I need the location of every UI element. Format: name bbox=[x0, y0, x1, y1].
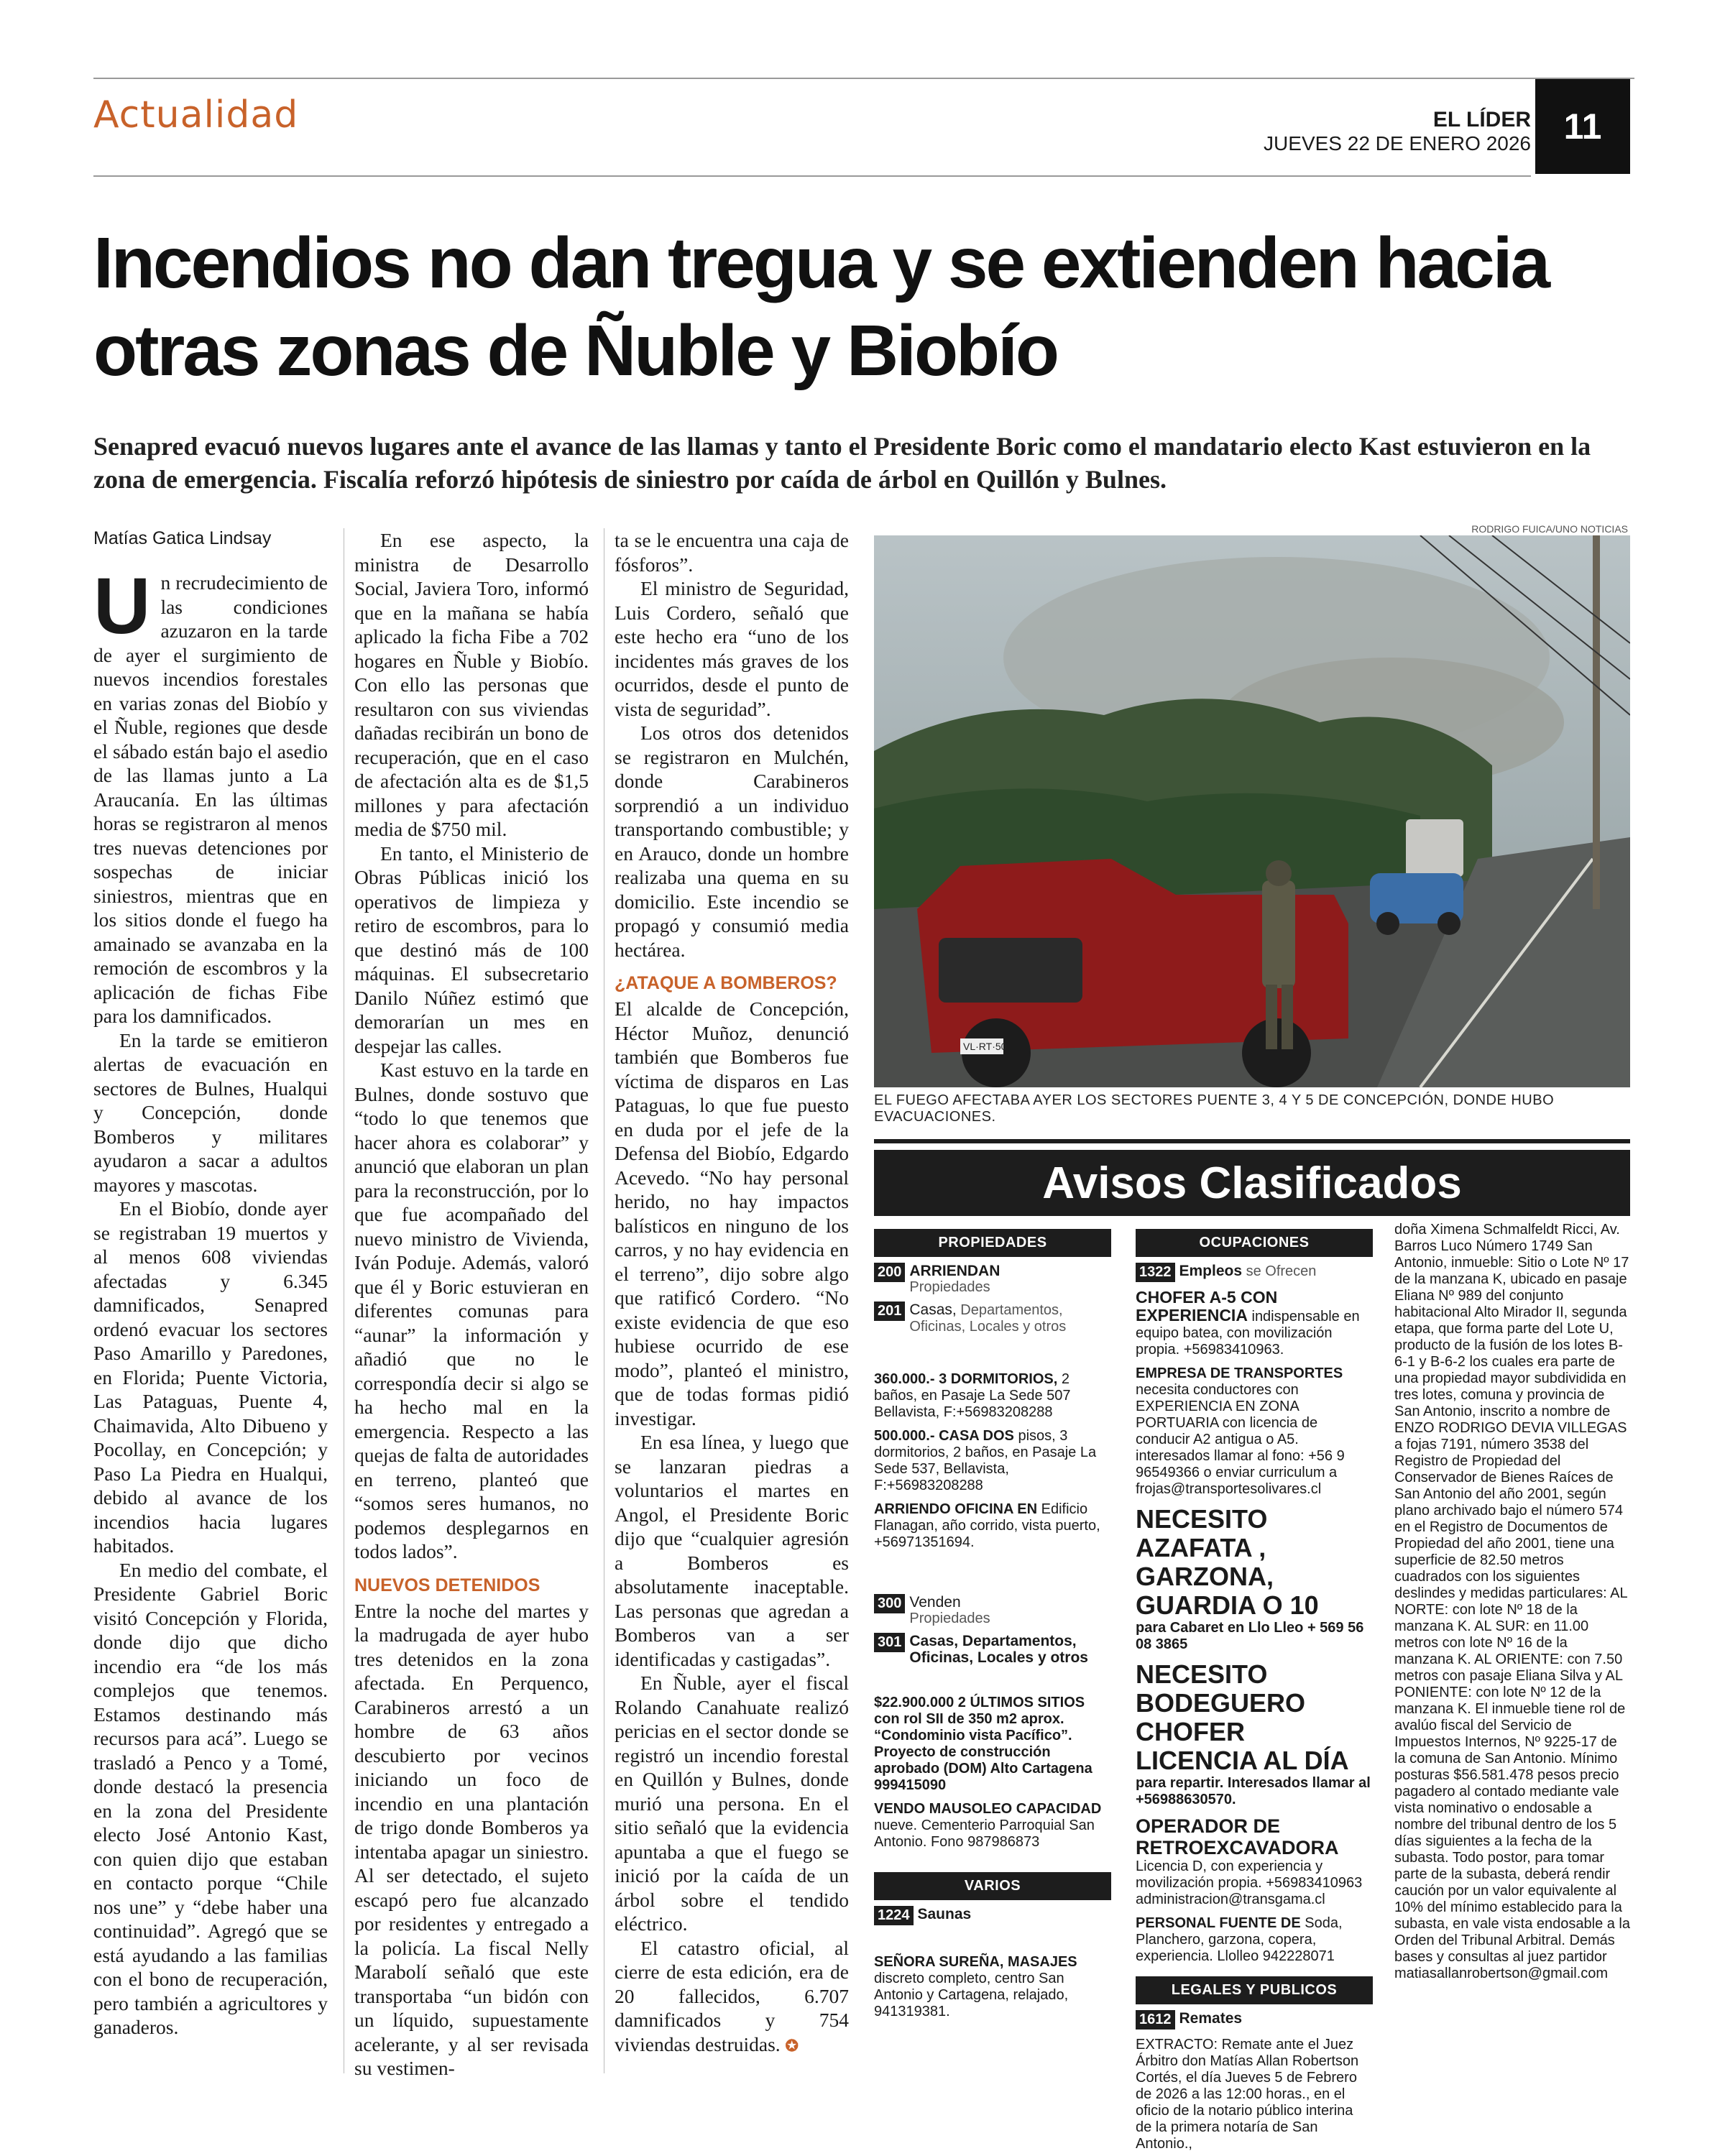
publication-name: EL LÍDER bbox=[1432, 108, 1531, 132]
paragraph: En Ñuble, ayer el fiscal Rolando Canahuate realizó pericias en el sector donde se registró un incendio forestal en Quillón y Bulnes, donde murió una persona. En el sitio señaló que la evidencia apuntaba a que el fuego se inició por la caída de un árbol sobre el tendido eléctrico. bbox=[615, 1672, 849, 1935]
classified-ad: SEÑORA SUREÑA, MASAJES discreto completo, centro San Antonio y Cartagena, relajado, 941319381. bbox=[874, 1954, 1077, 2019]
classified-ad: 360.000.- 3 DORMITORIOS, 2 baños, en Pasaje La Sede 507 Bellavista, F:+56983208288 bbox=[874, 1371, 1071, 1420]
paragraph: En el Biobío, donde ayer se registraban 19 muertos y al menos 608 viviendas afectadas y 6.345 damnificados, Senapred ordenó evacuar los sectores Paso Amarillo y Paredones, en Florida; Puente Victoria, Las Pataguas, Puente 4, Chaimavida, Alto Dibueno y Pocollay, en Concepción; y Paso La Piedra en Hualqui, debido al avance de los incendios hacia lugares habitados. bbox=[93, 1197, 328, 1557]
article-column-2 bbox=[354, 528, 589, 2081]
category-header: VARIOS bbox=[874, 1872, 1111, 1900]
category-1322: 1322 Empleos se Ofrecen bbox=[1136, 1263, 1373, 1282]
classified-ad: NECESITO AZAFATA , GARZONA, GUARDIA O 10 para Cabaret en Llo Lleo + 569 56 08 3865 bbox=[1136, 1504, 1364, 1652]
classified-ad: ARRIENDO OFICINA EN Edificio Flanagan, año corrido, vista puerto, +56971351694. bbox=[874, 1501, 1100, 1550]
paragraph: Kast estuvo en la tarde en Bulnes, donde sostuvo que “todo lo que tenemos que hacer ahora es colaborar” y anunció que elaboran un plan para la reconstrucción, por lo que fue acompañado del nuevo ministro de Vivienda, Iván Poduje. Además, valoró que él y Boric estuvieran en diferentes comunas para “aunar” la información y añadió que no le correspondía decir si algo se ha hecho mal en la emergencia. Respecto a las quejas de falta de autoridades en terreno, planteó que “somos seres humanos, no podemos desplegarnos en todos lados”. bbox=[354, 1059, 589, 1562]
classifieds-column-3 bbox=[1394, 1222, 1630, 1982]
classified-ad: EMPRESA DE TRANSPORTES necesita conductores con EXPERIENCIA EN ZONA PORTUARIA con licencia de conducir A2 antigua o A5. interesados llamar al fono: +56 9 96549366 o enviar curriculum a frojas@transportesolivares.cl bbox=[1136, 1365, 1345, 1497]
paragraph: El alcalde de Concepción, Héctor Muñoz, denunció también que Bomberos fue víctima de disparos en Las Pataguas, lo que fue puesto en duda por el jefe de la Defensa del Biobío, Edgardo Acevedo. “No hay personal herido, no hay impactos balísticos en ninguno de los carros, y no hay evidencia en el terreno”, dijo sobre algo que ratificó Cordero. “No existe evidencia de que eso hubiese ocurrido de ese modo”, planteó el ministro, que de todas formas pidió investigar. bbox=[615, 998, 849, 1429]
paragraph: Entre la noche del martes y la madrugada de ayer hubo tres detenidos en la zona afectada. En Perquenco, Carabineros arrestó a un hombre de 63 años descubierto por vecinos iniciando un foco de incendio en una plantación de trigo donde Bomberos ya intentaba apagar un siniestro. Al ser detectado, el sujeto escapó pero fue alcanzado por residentes y entregado a la policía. La fiscal Nelly Marabolí señaló que este transportaba “un bidón con un líquido, supuestamente acelerante, y al ser revisada su vestimen- bbox=[354, 1599, 589, 2079]
license-plate-text: VL·RT·50 bbox=[963, 1041, 1007, 1052]
classifieds-top-bar bbox=[874, 1139, 1630, 1143]
paragraph: El ministro de Seguridad, Luis Cordero, señaló que este hecho era “uno de los incidentes más graves de los ocurridos, desde el punto de vista de seguridad”. bbox=[615, 577, 849, 720]
category-1224: 1224 Saunas bbox=[874, 1906, 1111, 1925]
article-column-3 bbox=[615, 528, 849, 2056]
top-rule bbox=[93, 78, 1634, 79]
category-header: LEGALES Y PUBLICOS bbox=[1136, 1976, 1373, 2004]
paragraph: Los otros dos detenidos se registraron en Mulchén, donde Carabineros sorprendió a un individuo transportando combustible; y en Arauco, donde un hombre realizaba una quema en su domicilio. Este incendio se propagó y consumió media hectárea. bbox=[615, 722, 849, 961]
header-rule bbox=[93, 175, 1531, 177]
photo-caption: EL FUEGO AFECTABA AYER LOS SECTORES PUENTE 3, 4 Y 5 DE CONCEPCIÓN, DONDE HUBO EVACUACIONES. bbox=[874, 1092, 1555, 1125]
news-photo bbox=[874, 535, 1630, 1087]
classified-ad: 500.000.- CASA DOS pisos, 3 dormitorios, 2 baños, en Pasaje La Sede 537, Bellavista, F:+56983208288 bbox=[874, 1428, 1097, 1493]
classified-ad: $22.900.000 2 ÚLTIMOS SITIOS con rol SII de 350 m2 aprox. “Condominio vista Pacífico”. Proyecto de construcción aprobado (DOM) Alto Cartagena 999415090 bbox=[874, 1695, 1092, 1793]
paragraph: En esa línea, y luego que se lanzaran piedras a voluntarios el martes en Angol, el Presidente Boric dijo que “cualquier agresión a Bomberos es absolutamente inaceptable. Las personas que agredan a Bomberos van a ser identificadas y castigadas”. bbox=[615, 1431, 849, 1670]
classifieds-column-2 bbox=[1136, 1229, 1373, 2152]
paragraph: ta se le encuentra una caja de fósforos”. bbox=[615, 529, 849, 576]
category-301: 301 Casas, Departamentos, Oficinas, Locales y otros bbox=[874, 1633, 1111, 1666]
category-header: OCUPACIONES bbox=[1136, 1229, 1373, 1257]
category-header: PROPIEDADES bbox=[874, 1229, 1111, 1257]
classified-ad: CHOFER A-5 CON EXPERIENCIA indispensable en equipo batea, con movilización propia. +56983410963. bbox=[1136, 1288, 1360, 1358]
category-1612: 1612 Remates bbox=[1136, 2010, 1373, 2030]
classified-ad: EXTRACTO: Remate ante el Juez Árbitro don Matías Allan Robertson Cortés, el día Jueves 5 de Febrero de 2026 a las 12:00 horas., en el oficio de la notario público interina de la primera notaría de San Antonio., bbox=[1136, 2037, 1359, 2152]
category-200: 200 ARRIENDAN Propiedades bbox=[874, 1263, 1111, 1296]
paragraph: En medio del combate, el Presidente Gabriel Boric visitó Concepción y Florida, donde dijo que dicho incendio era “de los más complejos que tenemos. Estamos destinando más recursos para acá”. Luego se trasladó a Penco y a Tomé, donde destacó la presencia en la zona del Presidente electo José Antonio Kast, con quien dijo que estaban en contacto porque “Chile nos une” y “debe haber una continuidad”. Agregó que se está ayudando a las familias con el bono de recuperación, pero también a agricultores y ganaderos. bbox=[93, 1558, 328, 2038]
paragraph: En la tarde se emitieron alertas de evacuación en sectores de Bulnes, Hualqui y Concepción, donde Bomberos y militares ayudaron a sacar a adultos mayores y mascotas. bbox=[93, 1028, 328, 1196]
paragraph: En tanto, el Ministerio de Obras Públicas inició los operativos de limpieza y retiro de escombros, para lo que destinó más de 100 máquinas. El subsecretario Danilo Núñez estimó que demorarían un mes en despejar las calles. bbox=[354, 842, 589, 1057]
classified-ad-continued: doña Ximena Schmalfeldt Ricci, Av. Barros Luco Número 1749 San Antonio, inmueble: Sitio o Lote Nº 17 de la manzana K, ubicado en pasaje Eliana Nº 989 del conjunto habitacional Alto Mirador II, segunda etapa, que forma parte del Lote U, producto de la fusión de los lotes B-6-1 y B-6-2 los cuales era parte de una propiedad mayor subdividida en tres lotes, comuna y provincia de San Antonio, inscrito a nombre de ENZO RODRIGO DEVIA VILLEGAS a fojas 7191, número 3538 del Registro de Propiedad del Conservador de Bienes Raíces de San Antonio del año 2001, según plano archivado bajo el número 574 en el Registro de Documentos de Propiedad del año 2001, tiene una superficie de 82.50 metros cuadrados con los siguientes deslindes y medidas particulares: AL NORTE: con lote Nº 18 de la manzana K. AL SUR: en 11.00 metros con lote Nº 16 de la manzana K. AL ORIENTE: con 7.50 metros con pasaje Eliana Silva y AL PONIENTE: con lote Nº 12 de la manzana K. El inmueble tiene rol de avalúo fiscal del Servicio de Impuestos Internos, Nº 9225-17 de la comuna de San Antonio. Mínimo posturas $56.581.478 pesos precio pagadero al contado mediante vale vista nominativo o endosable a nombre del tribunal dentro de los 5 días siguientes a la fecha de la subasta. Todo postor, para tomar parte de la subasta, deberá rendir caución por un valor equivalente al 10% del mínimo establecido para la subasta, en vale vista endosable a la Orden del Tribunal Arbitral. Demás bases y consultas al juez partidor matiasallanrobertson@gmail.com bbox=[1394, 1222, 1630, 1981]
dropcap: U bbox=[93, 562, 151, 650]
masthead bbox=[1264, 108, 1531, 155]
wildfire-scene-illustration bbox=[874, 535, 1630, 1087]
article-column-1 bbox=[93, 528, 328, 2040]
page-number: 11 bbox=[1535, 79, 1630, 174]
classified-ad: VENDO MAUSOLEO CAPACIDAD nueve. Cementerio Parroquial San Antonio. Fono 987986873 bbox=[874, 1801, 1102, 1850]
classified-ad: NECESITO BODEGUERO CHOFER LICENCIA AL DÍA para repartir. Interesados llamar al +56988630570. bbox=[1136, 1659, 1371, 1807]
section-title: Actualidad bbox=[93, 93, 299, 137]
headline: Incendios no dan tregua y se extienden hacia otras zonas de Ñuble y Biobío bbox=[93, 223, 1549, 391]
paragraph: El catastro oficial, al cierre de esta edición, era de 20 fallecidos, 6.707 damnificados y 754 viviendas destruidas. ✪ bbox=[615, 1936, 849, 2055]
paragraph: Un recrudecimiento de las condiciones azuzaron en la tarde de ayer el surgimiento de nuevos incendios forestales en varias zonas del Biobío y el Ñuble, regiones que desde el sábado están bajo el asedio de las llamas junto a La Araucanía. En las últimas horas se registraron al menos tres nuevas detenciones por sospechas de iniciar siniestros, mientras que en los sitios donde el fuego ha amainado se avanzaba en la remoción de escombros y la aplicación de fichas Fibe para los damnificados. bbox=[93, 562, 328, 1027]
classified-ad: OPERADOR DE RETROEXCAVADORA Licencia D, con experiencia y movilización propia. +56983410963 administracion@transgama.cl bbox=[1136, 1815, 1363, 1907]
end-mark: ✪ bbox=[785, 2036, 799, 2055]
category-300: 300 Venden Propiedades bbox=[874, 1594, 1111, 1627]
paragraph: En ese aspecto, la ministra de Desarrollo Social, Javiera Toro, informó que en la mañana se había aplicado la ficha Fibe a 702 hogares en Ñuble y Biobío. Con ello las personas que resultaron con sus viviendas dañadas recibirán un bono de recuperación, que en el caso de afectación alta es de $1,5 millones y para afectación media de $750 mil. bbox=[354, 529, 589, 840]
classified-ad: PERSONAL FUENTE DE Soda, Planchero, garzona, copera, experiencia. Llolleo 942228071 bbox=[1136, 1915, 1343, 1964]
lede: Senapred evacuó nuevos lugares ante el avance de las llamas y tanto el Presidente Boric como el mandatario electo Kast estuvieron en la zona de emergencia. Fiscalía reforzó hipótesis de siniestro por caída de árbol en Quillón y Bulnes. bbox=[93, 432, 1591, 494]
publication-date: JUEVES 22 DE ENERO 2026 bbox=[1264, 132, 1531, 155]
subheading: NUEVOS DETENIDOS bbox=[354, 1575, 540, 1595]
classifieds-title: Avisos Clasificados bbox=[874, 1150, 1630, 1216]
category-201: 201 Casas, Departamentos, Oficinas, Locales y otros bbox=[874, 1302, 1111, 1335]
photo-credit: RODRIGO FUICA/UNO NOTICIAS bbox=[1471, 523, 1628, 535]
byline: Matías Gatica Lindsay bbox=[93, 528, 272, 548]
subheading: ¿ATAQUE A BOMBEROS? bbox=[615, 973, 837, 993]
classifieds-column-1 bbox=[874, 1229, 1111, 2020]
